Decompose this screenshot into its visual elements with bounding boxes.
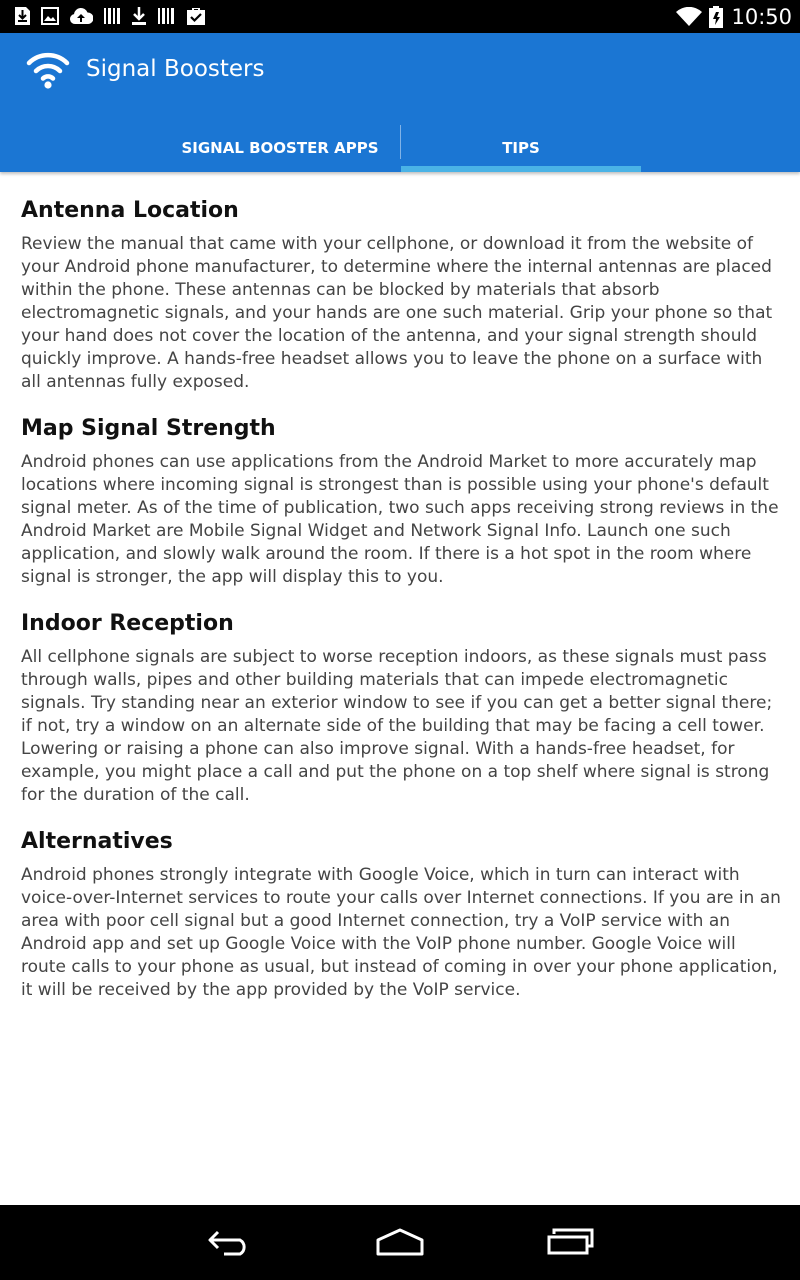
app-title: Signal Boosters	[86, 56, 265, 82]
recents-button[interactable]	[541, 1225, 601, 1259]
section-title: Map Signal Strength	[21, 416, 276, 441]
back-button[interactable]	[200, 1225, 260, 1259]
home-icon	[374, 1228, 426, 1256]
selected-tab-indicator	[401, 166, 641, 172]
tip-section	[21, 825, 781, 1002]
section-body: All cellphone signals are subject to worse reception indoors, as these signals must pass through walls, pipes and other building materials that can impede electromagnetic signals. Try standing near an exterior window to see if you can get a better signal there; if not, try a window on an alternate side of the building that may be facing a cell tower. Lowering or raising a phone can also improve signal. With a hands-free headset, for example, you might place a call and put the phone on a top shelf where signal is strong for the duration of the call.	[21, 647, 773, 805]
notification-icons	[14, 5, 207, 27]
app-bar	[0, 33, 800, 172]
barcode-icon	[157, 6, 175, 26]
home-button[interactable]	[370, 1225, 430, 1259]
wifi-signal-icon	[26, 50, 70, 90]
tab-bar	[160, 123, 641, 172]
tab-tips[interactable]: TIPS	[502, 138, 540, 157]
barcode-icon	[103, 6, 121, 26]
section-title: Indoor Reception	[21, 611, 234, 636]
back-icon	[206, 1228, 254, 1256]
wifi-icon	[675, 7, 703, 27]
briefcase-check-icon	[185, 6, 207, 26]
tips-content	[21, 194, 781, 1002]
cloud-upload-icon	[69, 7, 93, 25]
section-title: Antenna Location	[21, 198, 239, 223]
tip-section	[21, 412, 781, 589]
section-title: Alternatives	[21, 829, 173, 854]
section-body: Android phones strongly integrate with Google Voice, which in turn can interact with voice-over-Internet services to route your calls over Internet connections. If you are in an area with poor cell signal but a good Internet connection, try a VoIP service with an Android app and set up Google Voice with the VoIP phone number. Google Voice will route calls to your phone as usual, but instead of coming in over your phone application, it will be received by the app provided by the VoIP service.	[21, 865, 781, 1000]
clock: 10:50	[731, 4, 792, 29]
tip-section	[21, 194, 781, 394]
download-icon	[131, 6, 147, 26]
tip-section	[21, 607, 781, 807]
system-icons	[675, 0, 792, 33]
navigation-bar	[0, 1205, 800, 1280]
section-body: Review the manual that came with your cellphone, or download it from the website of your Android phone manufacturer, to determine where the internal antennas are placed within the phone. These antennas can be blocked by materials that absorb electromagnetic signals, and your hands are one such material. Grip your phone so that your hand does not cover the location of the antenna, and your signal strength should quickly improve. A hands-free headset allows you to leave the phone on a surface with all antennas fully exposed.	[21, 234, 773, 392]
status-bar	[0, 0, 800, 33]
tab-signal-booster-apps[interactable]: SIGNAL BOOSTER APPS	[181, 138, 379, 157]
sim-download-icon	[14, 6, 31, 26]
battery-icon	[709, 6, 723, 28]
section-body: Android phones can use applications from the Android Market to more accurately map locations where incoming signal is strongest than is possible using your phone's default signal meter. As of the time of publication, two such apps receiving strong reviews in the Android Market are Mobile Signal Widget and Network Signal Info. Launch one such application, and slowly walk around the room. If there is a hot spot in the room where signal is stronger, the app will display this to you.	[21, 452, 779, 587]
recents-icon	[546, 1228, 596, 1256]
image-icon	[41, 7, 59, 25]
